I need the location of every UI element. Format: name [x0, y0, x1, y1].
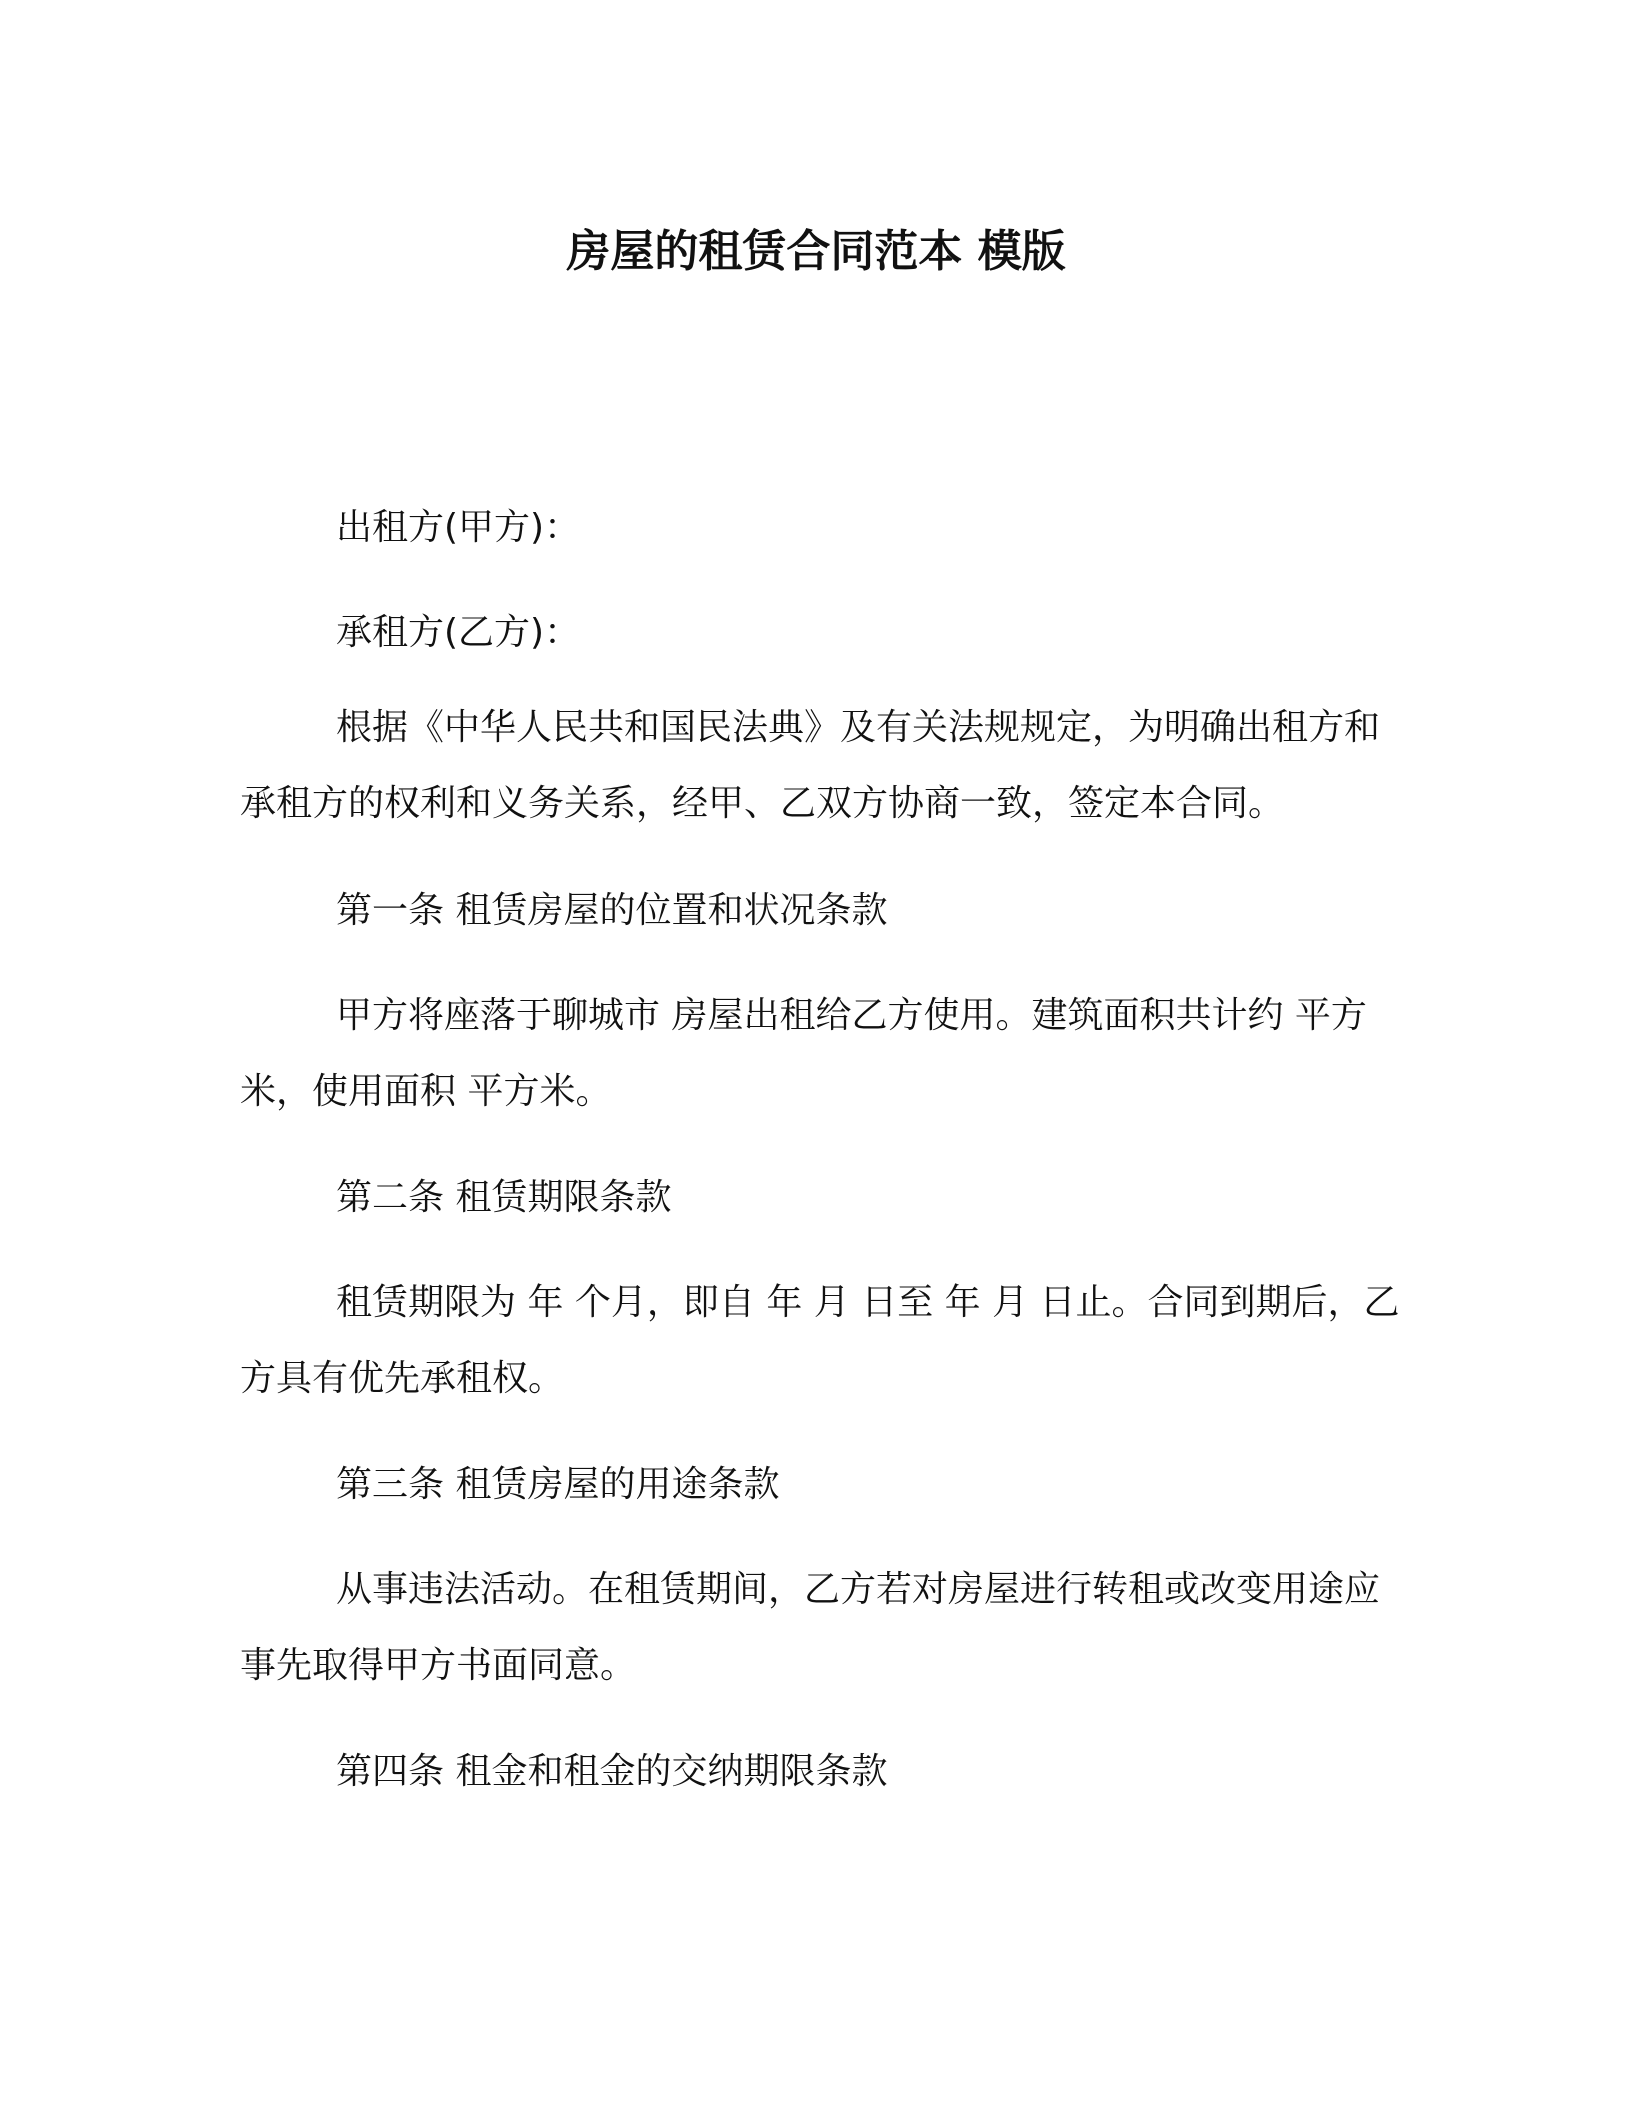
article-4-heading: 第四条 租金和租金的交纳期限条款	[336, 1751, 888, 1792]
article-2-body: 租赁期限为 年 个月，即自 年 月 日至 年 月 日止。合同到期后，乙方具有优先承租权。	[240, 1282, 1400, 1399]
article-3-body: 从事违法活动。在租赁期间，乙方若对房屋进行转租或改变用途应事先取得甲方书面同意。	[240, 1569, 1381, 1686]
lessor-label: 出租方(甲方)：	[336, 507, 581, 548]
article-3-heading: 第三条 租赁房屋的用途条款	[336, 1464, 780, 1505]
article-1-body: 甲方将座落于聊城市 房屋出租给乙方使用。建筑面积共计约 平方米，使用面积 平方米。	[240, 995, 1367, 1112]
lessee-label: 承租方(乙方)：	[336, 612, 581, 653]
document-title: 房屋的租赁合同范本 模版	[566, 226, 1066, 277]
article-1-heading: 第一条 租赁房屋的位置和状况条款	[336, 890, 888, 931]
article-2-heading: 第二条 租赁期限条款	[336, 1177, 672, 1218]
preamble-paragraph: 根据《中华人民共和国民法典》及有关法规规定，为明确出租方和承租方的权利和义务关系，经甲、乙双方协商一致，签定本合同。	[240, 707, 1381, 824]
